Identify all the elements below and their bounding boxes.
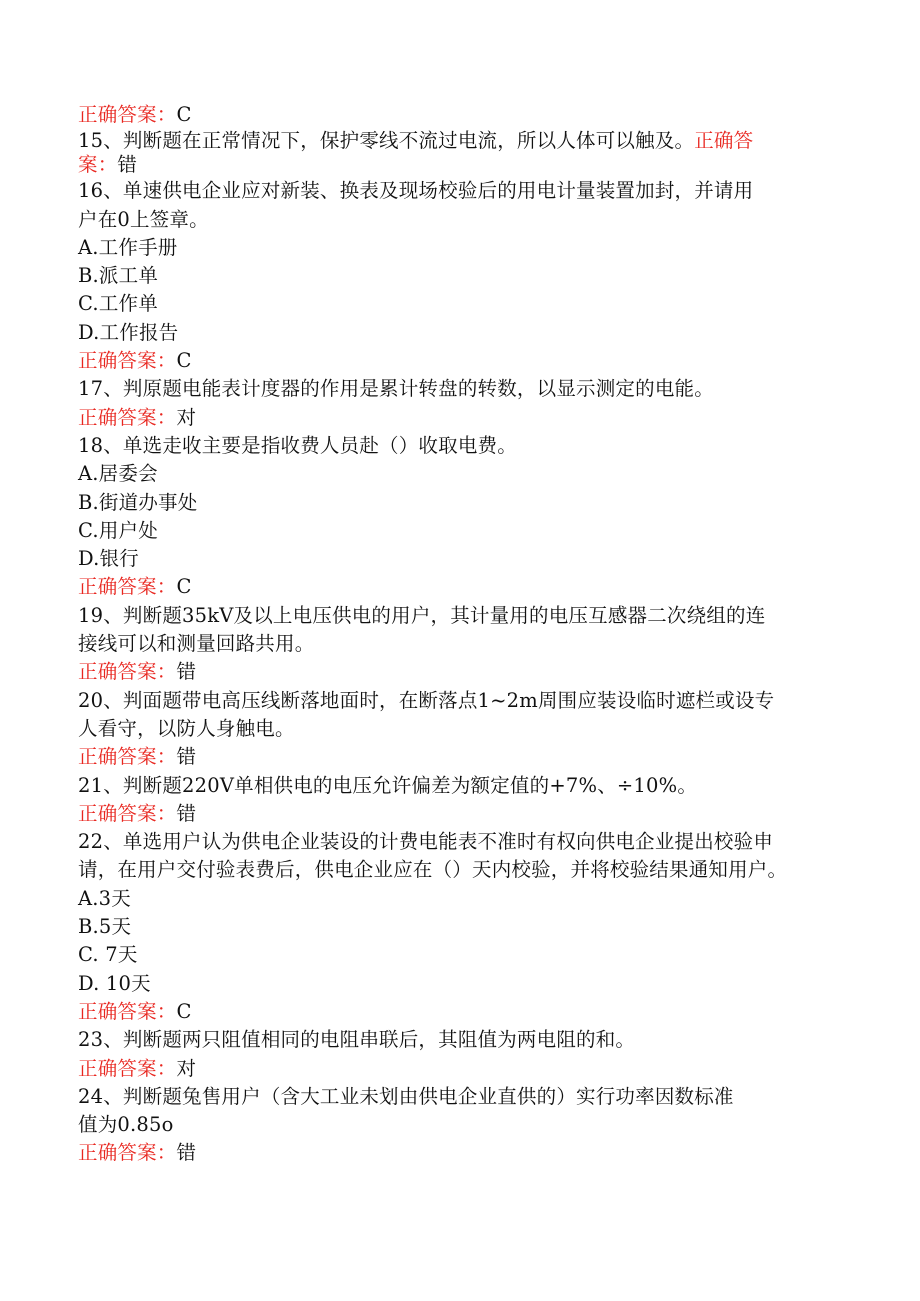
answer-label: 正确答案：: [78, 405, 177, 429]
question-line: 20、判面题带电高压线断落地面时，在断落点1~2m周围应装设临时遮栏或设专: [78, 688, 775, 712]
answer-line: [78, 658, 838, 686]
answer-label: 正确答: [694, 129, 754, 153]
answer-value: C: [176, 999, 192, 1023]
option-line: C.工作单: [78, 292, 158, 316]
answer-line: [78, 101, 838, 129]
question-line: 16、单速供电企业应对新装、换表及现场校验后的用电计量装置加封，并请用: [78, 179, 754, 203]
answer-value: 错: [176, 745, 197, 769]
answer-line: [78, 153, 838, 177]
answer-line: [78, 1055, 838, 1083]
question-text: 15、判断题在正常情况下，保护零线不流过电流，所以人体可以触及。: [78, 129, 695, 153]
answer-value: 错: [176, 660, 197, 684]
option-line: B.街道办事处: [78, 490, 198, 514]
option-line: D.工作报告: [78, 320, 179, 344]
answer-value: 错: [176, 1141, 197, 1165]
question-line: 值为0.85o: [78, 1113, 174, 1137]
answer-value: 对: [176, 405, 197, 429]
answer-label: 正确答案：: [78, 801, 177, 825]
answer-label: 正确答案：: [78, 999, 177, 1023]
question-line: 24、判断题兔售用户（含大工业未划由供电企业直供的）实行功率因数标准: [78, 1084, 734, 1108]
question-line: 23、判断题两只阻值相同的电阻串联后，其阻值为两电阻的和。: [78, 1028, 636, 1052]
option-line: A.3天: [78, 886, 131, 910]
answer-label: 正确答案：: [78, 745, 177, 769]
answer-label: 正确答案：: [78, 1056, 177, 1080]
question-line: 21、判断题220V单相供电的电压允许偏差为额定值的+7%、÷10%。: [78, 773, 698, 797]
answer-line: [78, 573, 838, 601]
question-line: 18、单选走收主要是指收费人员赴（）收取电费。: [78, 433, 517, 457]
option-line: A.工作手册: [78, 235, 178, 259]
answer-line: [78, 743, 838, 771]
question-line: 19、判断题35kV及以上电压供电的用户，其计量用的电压互感器二次绕组的连: [78, 603, 766, 627]
answer-line: [78, 998, 838, 1026]
question-line: 22、单选用户认为供电企业装设的计费电能表不准时有权向供电企业提出校验申: [78, 830, 774, 854]
answer-label: 案：: [78, 153, 118, 177]
question-line: 17、判原题电能表计度器的作用是累计转盘的转数，以显示测定的电能。: [78, 377, 714, 401]
option-line: B.5天: [78, 915, 132, 939]
option-line: B.派工单: [78, 264, 159, 288]
answer-label: 正确答案：: [78, 575, 177, 599]
answer-value: C: [176, 349, 192, 373]
question-15-line: [78, 129, 838, 153]
answer-value: 对: [176, 1056, 197, 1080]
answer-value: C: [176, 575, 192, 599]
question-line: 请，在用户交付验表费后，供电企业应在（）天内校验，并将校验结果通知用户。: [78, 858, 788, 882]
option-line: A.居委会: [78, 462, 158, 486]
answer-label: 正确答案：: [78, 103, 177, 126]
answer-value: 错: [117, 153, 138, 177]
question-line: 接线可以和测量回路共用。: [78, 632, 315, 656]
answer-value: C: [176, 103, 192, 126]
answer-label: 正确答案：: [78, 349, 177, 373]
answer-line: [78, 404, 838, 432]
answer-label: 正确答案：: [78, 660, 177, 684]
option-line: D. 10天: [78, 971, 151, 995]
option-line: C. 7天: [78, 943, 138, 967]
document-page: [78, 101, 838, 1168]
question-line: 人看守，以防人身触电。: [78, 716, 295, 740]
option-line: C.用户处: [78, 518, 158, 542]
option-line: D.银行: [78, 547, 139, 571]
answer-line: [78, 800, 838, 828]
answer-line: [78, 347, 838, 375]
answer-line: [78, 1139, 838, 1167]
question-line: 户在0上签章。: [78, 207, 209, 231]
answer-label: 正确答案：: [78, 1141, 177, 1165]
answer-value: 错: [176, 801, 197, 825]
